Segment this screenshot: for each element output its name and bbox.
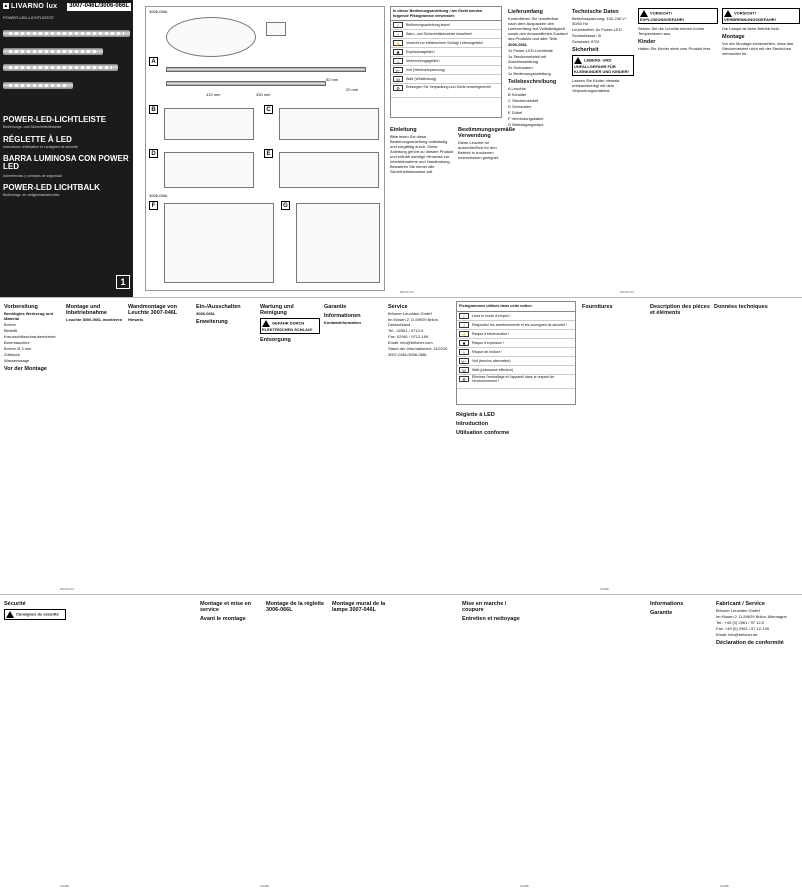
warning-icon: ! <box>393 31 403 37</box>
electric-shock-icon: ⚡ <box>459 331 469 337</box>
symbol-table-header: In dieser Bedienungsanleitung / am Gerät werden folgende Piktogramme verwendet: <box>391 7 501 21</box>
symbol-text: Explosionsgefahr! <box>406 50 435 54</box>
section-heading: Bestimmungsgemäße Verwendung <box>458 127 516 139</box>
section-heading: Entsorgung <box>260 337 291 343</box>
section-text: Diese Leuchte ist ausschließlich für den Betrieb in trockenen Innenräumen geeignet. <box>458 140 500 160</box>
warning-text: VORSICHT! VERBRENNUNGSGEFAHR! <box>724 10 777 22</box>
section-subheading: Kontaktinformation <box>324 320 361 325</box>
electric-shock-icon: ⚡ <box>393 40 403 46</box>
section-heading: Erweiterung <box>196 319 228 325</box>
text-column-r2c6 <box>324 301 384 587</box>
section-heading: Avant le montage <box>200 616 246 622</box>
diagram-label-e: E <box>264 149 273 158</box>
section-heading: Informationen <box>324 313 361 319</box>
symbol-text: Watt (Wirkleistung) <box>406 77 437 81</box>
diagram-label-d: D <box>149 149 158 158</box>
list-item: Kreuzschlitzschraubendreher <box>4 334 56 339</box>
list-item: Bleistift <box>4 328 17 333</box>
warning-box <box>722 8 800 24</box>
fixture-drawing <box>166 67 366 72</box>
symbol-text: Volt (Wechselspannung) <box>406 68 445 72</box>
section-heading: Technische Daten <box>572 9 619 15</box>
page-footer: FR/BE <box>60 884 69 889</box>
section-heading: Einleitung <box>390 127 417 133</box>
warning-triangle-icon <box>574 57 582 64</box>
symbol-text: Vorsicht vor elektrischem Schlag! Lebensgefahr! <box>406 41 483 45</box>
text-column-r2c5 <box>260 301 320 587</box>
text-column-fr3 <box>650 301 710 587</box>
page-footer: FR/BE <box>720 884 729 889</box>
symbol-row <box>391 30 501 39</box>
cover-subtitle: POWER-LED-LICHTLEISTE <box>3 15 54 20</box>
text-column-fr4 <box>714 301 798 587</box>
cover-title-es: BARRA LUMINOSA CON POWER LED <box>3 154 129 171</box>
company-name: Briloner Leuchten GmbH <box>388 311 433 316</box>
section-heading: Montage und Inbetriebnahme <box>66 304 107 316</box>
list-item: B Schalter <box>508 92 527 97</box>
company-fax: Fax: 02961 / 9712-199 <box>388 334 429 339</box>
section-heading: Sicherheit <box>572 47 599 53</box>
symbol-row <box>457 357 575 366</box>
text-column-fr1 <box>456 409 576 579</box>
company-phone: Tel.: 02961 / 9712-0 <box>388 328 424 333</box>
company-phone: Tel.: +49 (0) 2961 / 97 12-0 <box>716 620 765 625</box>
list-item: 1x Power-LED-Lichtleiste <box>508 48 553 53</box>
spec-value: III <box>597 33 602 38</box>
cover-title-nl: POWER-LED LICHTBALK <box>3 183 100 192</box>
text-column-de1b <box>458 124 516 290</box>
assembly-diagram <box>145 6 385 291</box>
text-column-r3c2 <box>200 598 262 884</box>
spec-label: Betriebsspannung: <box>572 16 606 21</box>
company-address: Im Kissen 2, D-59929 Brilon, Allemagne <box>716 614 787 619</box>
symbol-row <box>391 66 501 75</box>
symbol-text: Respectez les avertissements et les consignes de sécurité ! <box>472 322 568 327</box>
symbol-row <box>391 48 501 57</box>
cover-title-fr: RÉGLETTE À LED <box>3 135 72 144</box>
cover-title-de-sub: Bedienungs- und Sicherheitshinweise <box>3 125 62 129</box>
watt-icon: W <box>393 76 403 82</box>
warning-text: LEBENS- UND UNFALLGEFAHR FÜR KLEINKINDER UND KINDER! <box>574 57 629 74</box>
explosion-icon: ✱ <box>393 49 403 55</box>
cable-coil-drawing <box>166 17 256 57</box>
symbol-text: Verbrennungsgefahr! <box>406 59 440 63</box>
symbol-text: Watt (puissance effective) <box>472 367 514 372</box>
section-heading: Kinder <box>638 39 656 45</box>
explosion-icon: ✱ <box>459 340 469 346</box>
page-footer: DE/AT/CH <box>400 290 414 295</box>
section-heading: Teilebeschreibung <box>508 79 557 85</box>
text-column-r2c7 <box>388 301 452 587</box>
warning-box <box>4 609 66 620</box>
symbol-text: Risque de brûlure ! <box>472 349 503 354</box>
text-column-r2c4 <box>196 301 256 587</box>
page-footer: FR/BE <box>520 884 529 889</box>
cover-header <box>0 3 133 12</box>
section-text: Vor der Montage sicherstellen, dass das Steckernetzteil nicht mit der Steckdose verbunden ist. <box>722 41 794 56</box>
company-name: Briloner Leuchten GmbH <box>716 608 761 613</box>
symbol-text: Bedienungsanleitung lesen! <box>406 23 451 27</box>
section-heading: Réglette à LED <box>456 412 495 418</box>
symbol-row <box>391 21 501 30</box>
list-item: A Leuchte <box>508 86 526 91</box>
step-drawing <box>279 152 379 188</box>
diagram-label-g: G <box>281 201 290 210</box>
symbol-text: Volt (tension alternative) <box>472 358 511 363</box>
company-fax: Fax: +49 (0) 2961 / 97 12-199 <box>716 626 770 631</box>
light-strip-image <box>3 48 103 55</box>
list-item: Bohrer Ø 3 mm <box>4 346 32 351</box>
symbol-table-fr <box>456 301 576 405</box>
section-subheading: Leuchte 3006-066L montieren <box>66 317 123 322</box>
info-date: Stand der Informationen: 11/2010 <box>388 346 448 351</box>
text-column-r3c1 <box>4 598 66 884</box>
list-item: Bohrmaschine <box>4 340 30 345</box>
symbol-row <box>391 84 501 98</box>
section-heading: Ein-/Ausschalten <box>196 304 241 310</box>
section-heading: Utilisation conforme <box>456 430 510 436</box>
section-heading: Vorbereitung <box>4 304 38 310</box>
section-subheading: Hinweis <box>128 317 144 322</box>
list-title: 3006-066L <box>508 42 528 47</box>
step-drawing <box>296 203 380 283</box>
symbol-text: Warn- und Sicherheitshinweise beachten! <box>406 32 473 36</box>
symbol-table-header: Pictogrammes utilisés dans cette notice: <box>457 302 575 312</box>
page-footer: FR/BE <box>600 587 609 592</box>
spec-label: Leuchtmittel: <box>572 27 595 32</box>
list-item: G Befestigungsclips <box>508 122 544 127</box>
list-item: Zollstock <box>4 352 20 357</box>
text-column-de4 <box>638 6 718 292</box>
diagram-label-b: B <box>149 105 158 114</box>
symbol-row <box>391 75 501 84</box>
cover-title-es-sub: Advertencias y consejos de seguridad <box>3 174 62 178</box>
spec-value: 6x Power-LED <box>595 27 622 32</box>
spec-value: 100-240 V~ 50/60 Hz <box>572 16 628 26</box>
text-column-r3c7 <box>716 598 798 884</box>
text-column-r2c3 <box>128 301 192 587</box>
burn-icon: ♨ <box>459 349 469 355</box>
fixture-drawing <box>166 81 326 86</box>
diagram-label-f: F <box>149 201 158 210</box>
dimension-label: 20 mm <box>346 87 359 92</box>
info-icon: i <box>393 22 403 28</box>
warning-triangle-icon <box>6 611 14 618</box>
section-heading: Déclaration de conformité <box>716 640 784 646</box>
section-heading: Description des pièces et éléments <box>650 304 710 316</box>
text-column-fr2 <box>582 301 646 587</box>
section-heading: Garantie <box>324 304 347 310</box>
cover-title-fr-sub: Instructions d'utilisation et consignes de sécurité <box>3 145 78 149</box>
section-subheading: 3006-066L <box>196 311 216 316</box>
list-item: D Schrauben <box>508 104 532 109</box>
warning-icon: ! <box>459 322 469 328</box>
symbol-table <box>390 6 502 118</box>
dimension-label: 410 mm <box>206 92 221 97</box>
volt-icon: V~ <box>393 67 403 73</box>
section-heading: Lieferumfang <box>508 9 543 15</box>
diagram-label-c: C <box>264 105 273 114</box>
section-text: Halten Sie Kinder stets vom Produkt fern. <box>638 46 712 51</box>
text-column-r2c2 <box>66 301 124 587</box>
symbol-row <box>457 366 575 375</box>
brand-name: LIVARNO lux <box>11 3 58 10</box>
symbol-row <box>457 312 575 321</box>
symbol-row <box>457 348 575 357</box>
page-row-3 <box>0 594 802 891</box>
recycle-icon: ♻ <box>393 85 403 91</box>
section-text: Bitte lesen Sie diese Bedienungsanleitung vollständig und sorgfältig durch. Diese Anleitung gehört zu diesem Produkt und enthält wichtige Hinweise zur Inbetriebnahme und Handhabung. Bewahren Sie immer alle Sicherheitshinweise auf. <box>390 134 454 174</box>
spec-row <box>572 27 634 32</box>
page-footer: DE/AT/CH <box>60 587 74 592</box>
section-heading: Montage de la réglette 3006-066L <box>266 601 325 613</box>
step-drawing <box>279 108 379 140</box>
warning-box <box>572 55 634 76</box>
text-column-r3c3 <box>266 598 328 884</box>
spec-row <box>572 16 634 26</box>
info-icon: i <box>459 313 469 319</box>
warning-triangle-icon <box>262 320 270 327</box>
recycle-icon: ♻ <box>459 376 469 382</box>
warning-text: VORSICHT! EXPLOSIONSGEFAHR! <box>640 10 685 22</box>
list-item: 2x Schrauben <box>508 65 533 70</box>
spec-row <box>572 39 634 44</box>
symbol-text: Risque d'explosion ! <box>472 340 505 345</box>
diagram-model-label: 3006-066L <box>149 193 169 198</box>
diagram-top <box>146 7 386 99</box>
section-heading: Mise en marche / coupure <box>462 601 507 613</box>
warning-text: GEFAHR DURCH ELEKTRISCHEN SCHLAG! <box>262 320 313 332</box>
volt-icon: V~ <box>459 358 469 364</box>
package-id: 3007-046L/3006-066L <box>388 352 428 357</box>
page-row-2 <box>0 297 802 594</box>
brand-logo <box>3 3 57 12</box>
warning-box <box>260 318 320 334</box>
cover-page-number: 1 <box>116 275 130 289</box>
warning-triangle-icon <box>724 10 732 17</box>
diagram-step-d <box>146 147 386 187</box>
section-heading: Montage mural de la lampe 3007-046L <box>332 601 386 613</box>
page-footer: DE/AT/CH <box>620 290 634 295</box>
section-heading: Informations <box>650 601 684 607</box>
section-subheading: Benötigtes Werkzeug und Material <box>4 311 54 321</box>
section-text: Die Lampe ist beim Betrieb heiß. <box>722 26 781 31</box>
text-column-r2c1 <box>4 301 62 587</box>
section-text: Lassen Sie Kinder niemals unbeaufsichtigt mit dem Verpackungsmaterial. <box>572 78 620 93</box>
list-item: Bohrer <box>4 322 17 327</box>
model-number: 3007-046L/3006-066L <box>69 3 129 9</box>
section-text: Setzen Sie die Leuchte keinen hohen Temperaturen aus. <box>638 26 705 36</box>
text-column-de3 <box>572 6 634 292</box>
section-heading: Service <box>388 304 408 310</box>
company-address: Im Kissen 2, D-59929 Brilon, Deutschland <box>388 317 439 327</box>
page-footer: FR/BE <box>260 884 269 889</box>
section-heading: Fabricant / Service <box>716 601 765 607</box>
text-column-de5 <box>722 6 800 292</box>
symbol-row <box>391 39 501 48</box>
section-heading: Wartung und Reinigung <box>260 304 294 316</box>
spec-label: Schutzklasse: <box>572 33 597 38</box>
section-heading: Introduction <box>456 421 489 427</box>
symbol-text: Lisez le mode d'emploi ! <box>472 313 511 318</box>
text-column-r3c5 <box>462 598 522 884</box>
company-email: Email: info@briloner.de <box>716 632 758 637</box>
section-heading: Garantie <box>650 610 673 616</box>
list-item: 1x Steckernetzteil mit Anschlussleitung <box>508 54 547 64</box>
list-item: E Dübel <box>508 110 523 115</box>
section-heading: Montage <box>722 34 745 40</box>
step-drawing <box>164 108 254 140</box>
burn-icon: ♨ <box>393 58 403 64</box>
dimension-label: 330 mm <box>256 92 271 97</box>
section-heading: Wandmontage von Leuchte 3007-046L <box>128 304 178 316</box>
section-heading: Entretien et nettoyage <box>462 616 520 622</box>
cover-title-nl-sub: Bedienings- en veiligheidsinstructies <box>3 193 60 197</box>
section-heading: Montage et mise en service <box>200 601 252 613</box>
symbol-text: Éliminez l'emballage et l'appareil dans le respect de l'environnement ! <box>472 374 555 383</box>
list-item: C Steckernetzteil <box>508 98 539 103</box>
page-row-1 <box>0 0 802 297</box>
diagram-label-a: A <box>149 57 158 66</box>
logo-mark-icon: ▲ <box>3 3 9 9</box>
text-column-r3c4 <box>332 598 394 884</box>
section-heading: Vor der Montage <box>4 366 47 372</box>
symbol-row <box>457 375 575 389</box>
symbol-row <box>457 321 575 330</box>
warning-box <box>638 8 718 24</box>
symbol-row <box>457 330 575 339</box>
section-heading: Fournitures <box>582 304 613 310</box>
dimension-label: 52 mm <box>326 77 339 82</box>
spec-value: IP20 <box>591 39 600 44</box>
list-item: Wasserwaage <box>4 358 30 363</box>
section-text: Kontrollieren Sie unmittelbar nach dem Auspacken den Lieferumfang auf Vollständigkeit sowie den einwandfreien Zustand des Produkts und aller Teile. <box>508 16 568 41</box>
diagram-step-b <box>146 103 386 143</box>
section-heading: Sécurité <box>4 601 26 607</box>
list-item: 1x Bedienungsanleitung <box>508 71 551 76</box>
warning-text: Consignes de sécurité <box>16 611 59 617</box>
watt-icon: W <box>459 367 469 373</box>
symbol-row <box>391 57 501 66</box>
light-strip-image <box>3 64 118 71</box>
symbol-text: Entsorgen Sie Verpackung und Gerät umweltgerecht! <box>406 85 491 89</box>
text-column-de2 <box>508 6 568 292</box>
step-drawing <box>164 203 274 283</box>
text-column-r3c6 <box>650 598 712 884</box>
cover-panel <box>0 0 133 297</box>
symbol-row <box>457 339 575 348</box>
symbol-text: Risque d'électrocution ! <box>472 331 510 336</box>
spec-row <box>572 33 634 38</box>
diagram-step-f <box>146 193 386 289</box>
cover-title-de: POWER-LED-LICHTLEISTE <box>3 115 107 124</box>
company-email: Email: info@briloner.com <box>388 340 433 345</box>
list-item: F Verbindungskabel <box>508 116 544 121</box>
power-adapter-drawing <box>266 22 286 36</box>
warning-triangle-icon <box>640 10 648 17</box>
step-drawing <box>164 152 254 188</box>
section-heading: Données techniques <box>714 304 768 310</box>
light-strip-image <box>3 82 73 89</box>
diagram-model-label: 3006-066L <box>149 9 169 14</box>
spec-label: Schutzart: <box>572 39 591 44</box>
light-strip-image <box>3 30 130 37</box>
text-column-de1 <box>390 124 454 290</box>
